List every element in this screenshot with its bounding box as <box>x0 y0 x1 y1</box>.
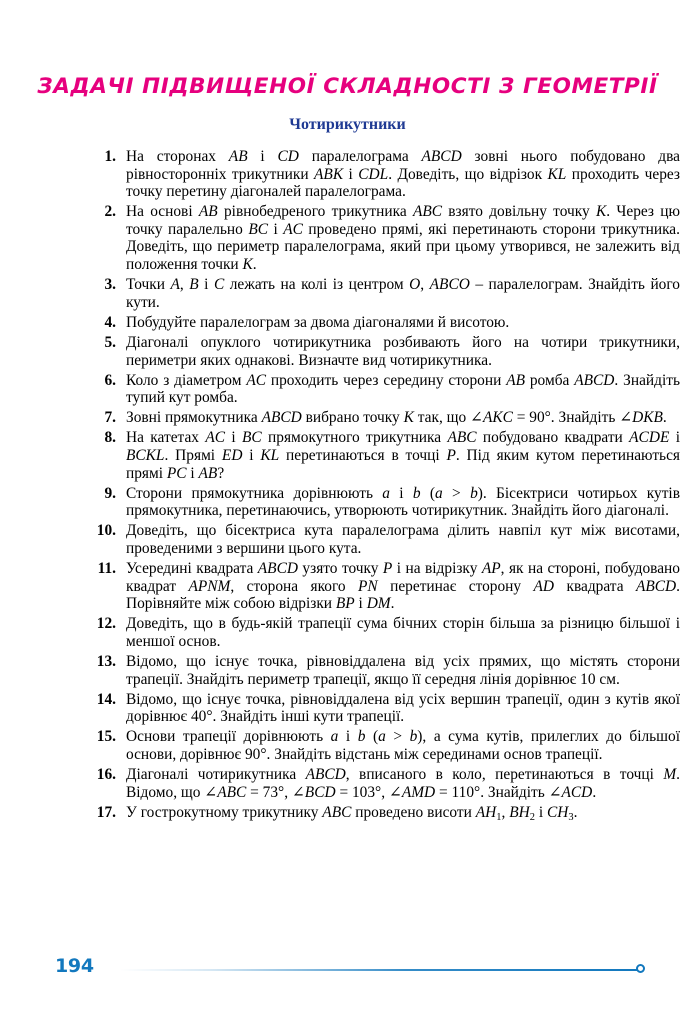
problem-number: 8. <box>104 429 116 447</box>
problem-item <box>95 560 680 613</box>
problem-text: Коло з діаметром AC проходить через середину сторони AB ромба ABCD. Знайдіть тупий кут ромба. <box>126 371 681 407</box>
page-number: 194 <box>55 955 94 977</box>
problem-item <box>95 804 680 827</box>
problem-item <box>95 372 680 407</box>
problem-text: Побудуйте паралелограм за двома діагоналями й висотою. <box>126 313 510 331</box>
problem-text: Основи трапеції дорівнюють a і b (a > b), а сума кутів, прилеглих до більшої основи, дорівнює 90°. Знайдіть відстань між серединами основ трапеції. <box>126 728 680 763</box>
problem-number: 1. <box>104 148 116 165</box>
footer-rule-divider <box>120 969 640 971</box>
problem-text: Точки A, B і C лежать на колі із центром O, ABCO – паралелограм. Знайдіть його кути. <box>126 276 681 311</box>
problem-item <box>95 334 680 369</box>
problem-text: У гострокутному трикутнику ABC проведено висоти $AH_1$, $BH_2$ і $CH_3$. <box>126 803 578 823</box>
problem-text: Зовні прямокутника ABCD вибрано точку K так, що ∠AKC = 90°. Знайдіть ∠DKB. <box>126 409 667 427</box>
problem-item <box>95 203 680 273</box>
problem-text: Діагоналі опуклого чотирикутника розбивають його на чотири трикутники, периметри яких однакові. Визначте вид чотирикутника. <box>126 333 680 369</box>
problem-text: На сторонах AB і CD паралелограма ABCD зовні нього побудовано два рівносторонніх трикутники ABK і CDL. Доведіть, що відрізок KL проходить через точку перетину діагоналей паралелограма. <box>126 148 680 201</box>
problem-number: 15. <box>96 728 116 746</box>
problem-number: 17. <box>96 803 116 821</box>
problem-item <box>95 314 680 332</box>
problem-text: Усередині квадрата ABCD узято точку P і на відрізку AP, як на стороні, побудовано квадрат APNM, сторона якого PN перетинає сторону AD квадрата ABCD. Порівняйте між собою відрізки BP і DM. <box>126 560 680 613</box>
problem-number: 16. <box>96 766 116 784</box>
problem-item <box>95 148 680 201</box>
problem-number: 7. <box>104 409 116 427</box>
problem-text: На катетах AC і BC прямокутного трикутника ABC побудовано квадрати ACDE і BCKL. Прямі ED і KL перетинаються в точці P. Під яким кутом перетинаються прямі PC і AB? <box>126 429 680 482</box>
page-footer <box>0 955 695 995</box>
problem-number: 2. <box>104 203 116 221</box>
section-subtitle: Чотирикутники <box>289 116 406 134</box>
page-title: ЗАДАЧІ ПІДВИЩЕНОЇ СКЛАДНОСТІ З ГЕОМЕТРІЇ <box>37 74 658 100</box>
problem-item <box>95 276 680 311</box>
problem-number: 10. <box>96 522 116 540</box>
problem-text: Доведіть, що в будь-якій трапеції сума бічних сторін більша за різницю більшої і меншої основ. <box>126 615 680 650</box>
problem-item <box>95 429 680 482</box>
problem-text: Відомо, що існує точка, рівновіддалена від усіх вершин трапеції, один з кутів якої дорівнює 40°. Знайдіть інші кути трапеції. <box>126 690 680 726</box>
problem-number: 5. <box>104 333 116 351</box>
problem-item <box>95 691 680 726</box>
problem-item <box>95 728 680 763</box>
problem-number: 11. <box>97 560 116 578</box>
problem-number: 6. <box>104 371 116 389</box>
problem-item <box>95 409 680 427</box>
problem-number: 12. <box>96 615 116 633</box>
problem-text: На основі AB рівнобедреного трикутника ABC взято довільну точку K. Через цю точку паралельно BC і AC проведено прямі, які перетинають сторони трикутника. Доведіть, що периметр паралелограма, який при цьому утворився, не залежить від положення точки K. <box>126 203 681 274</box>
problem-text: Доведіть, що бісектриса кута паралелограма ділить навпіл кут між висотами, проведеними з вершини цього кута. <box>126 522 680 557</box>
problem-list <box>55 148 680 829</box>
problem-item <box>95 766 680 801</box>
problem-item <box>95 485 680 520</box>
problem-number: 9. <box>104 484 116 502</box>
problem-number: 14. <box>96 690 116 708</box>
footer-circle-icon <box>636 964 645 973</box>
problem-number: 3. <box>104 276 116 294</box>
problem-item <box>95 653 680 688</box>
problem-text: Відомо, що існує точка, рівновіддалена від усіх прямих, що містять сторони трапеції. Знайдіть периметр трапеції, якщо її середня лінія дорівнює 10 см. <box>126 653 680 688</box>
problem-number: 4. <box>104 313 116 331</box>
problem-item <box>95 522 680 557</box>
problem-text: Діагоналі чотирикутника ABCD, вписаного в коло, перетинаються в точці M. Відомо, що ∠ABC = 73°, ∠BCD = 103°, ∠AMD = 110°. Знайдіть ∠ACD. <box>126 766 680 801</box>
problem-item <box>95 615 680 650</box>
problem-text: Сторони прямокутника дорівнюють a і b (a > b). Бісектриси чотирьох кутів прямокутника, перетинаючись, утворюють чотирикутник. Знайдіть його діагоналі. <box>126 484 680 520</box>
problem-number: 13. <box>96 653 116 671</box>
